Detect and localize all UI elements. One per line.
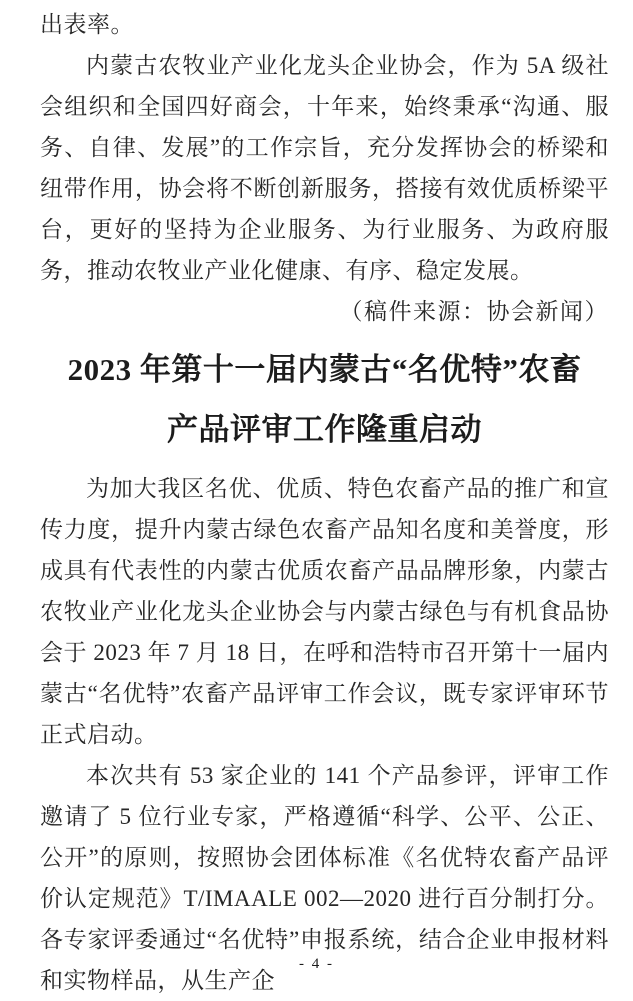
article-title-line1: 2023 年第十一届内蒙古“名优特”农畜 [67,352,582,387]
page-number: - 4 - [299,956,334,972]
paragraph-association-intro: 内蒙古农牧业产业化龙头企业协会，作为 5A 级社会组织和全国四好商会，十年来，始终秉承“沟通、服务、自律、发展”的工作宗旨，充分发挥协会的桥梁和纽带作用，协会将不断创新服务，搭接有效优质桥梁平台，更好的坚持为企业服务、为行业服务、为政府服务，推动农牧业产业化健康、有序、稳定发展。 [40,53,609,283]
paragraph-review-details: 本次共有 53 家企业的 141 个产品参评，评审工作邀请了 5 位行业专家，严格遵循“科学、公平、公正、公开”的原则，按照协会团体标准《名优特农畜产品评价认定规范》T/IMAALE 002—2020 进行百分制打分。各专家评委通过“名优特”申报系统，结合企业申报材料和实物样品，从生产企 [40,763,609,993]
source-attribution: （稿件来源：协会新闻） [339,299,609,324]
paragraph-launch-intro: 为加大我区名优、优质、特色农畜产品的推广和宣传力度，提升内蒙古绿色农畜产品知名度和美誉度，形成具有代表性的内蒙古优质农畜产品品牌形象，内蒙古农牧业产业化龙头企业协会与内蒙古绿色与有机食品协会于 2023 年 7 月 18 日，在呼和浩特市召开第十一届内蒙古“名优特”农畜产品评审工作会议，既专家评审环节正式启动。 [40,476,609,747]
article-title [40,340,609,460]
paragraph-continuation: 出表率。 [40,12,134,37]
article-title-line2: 产品评审工作隆重启动 [167,412,482,447]
